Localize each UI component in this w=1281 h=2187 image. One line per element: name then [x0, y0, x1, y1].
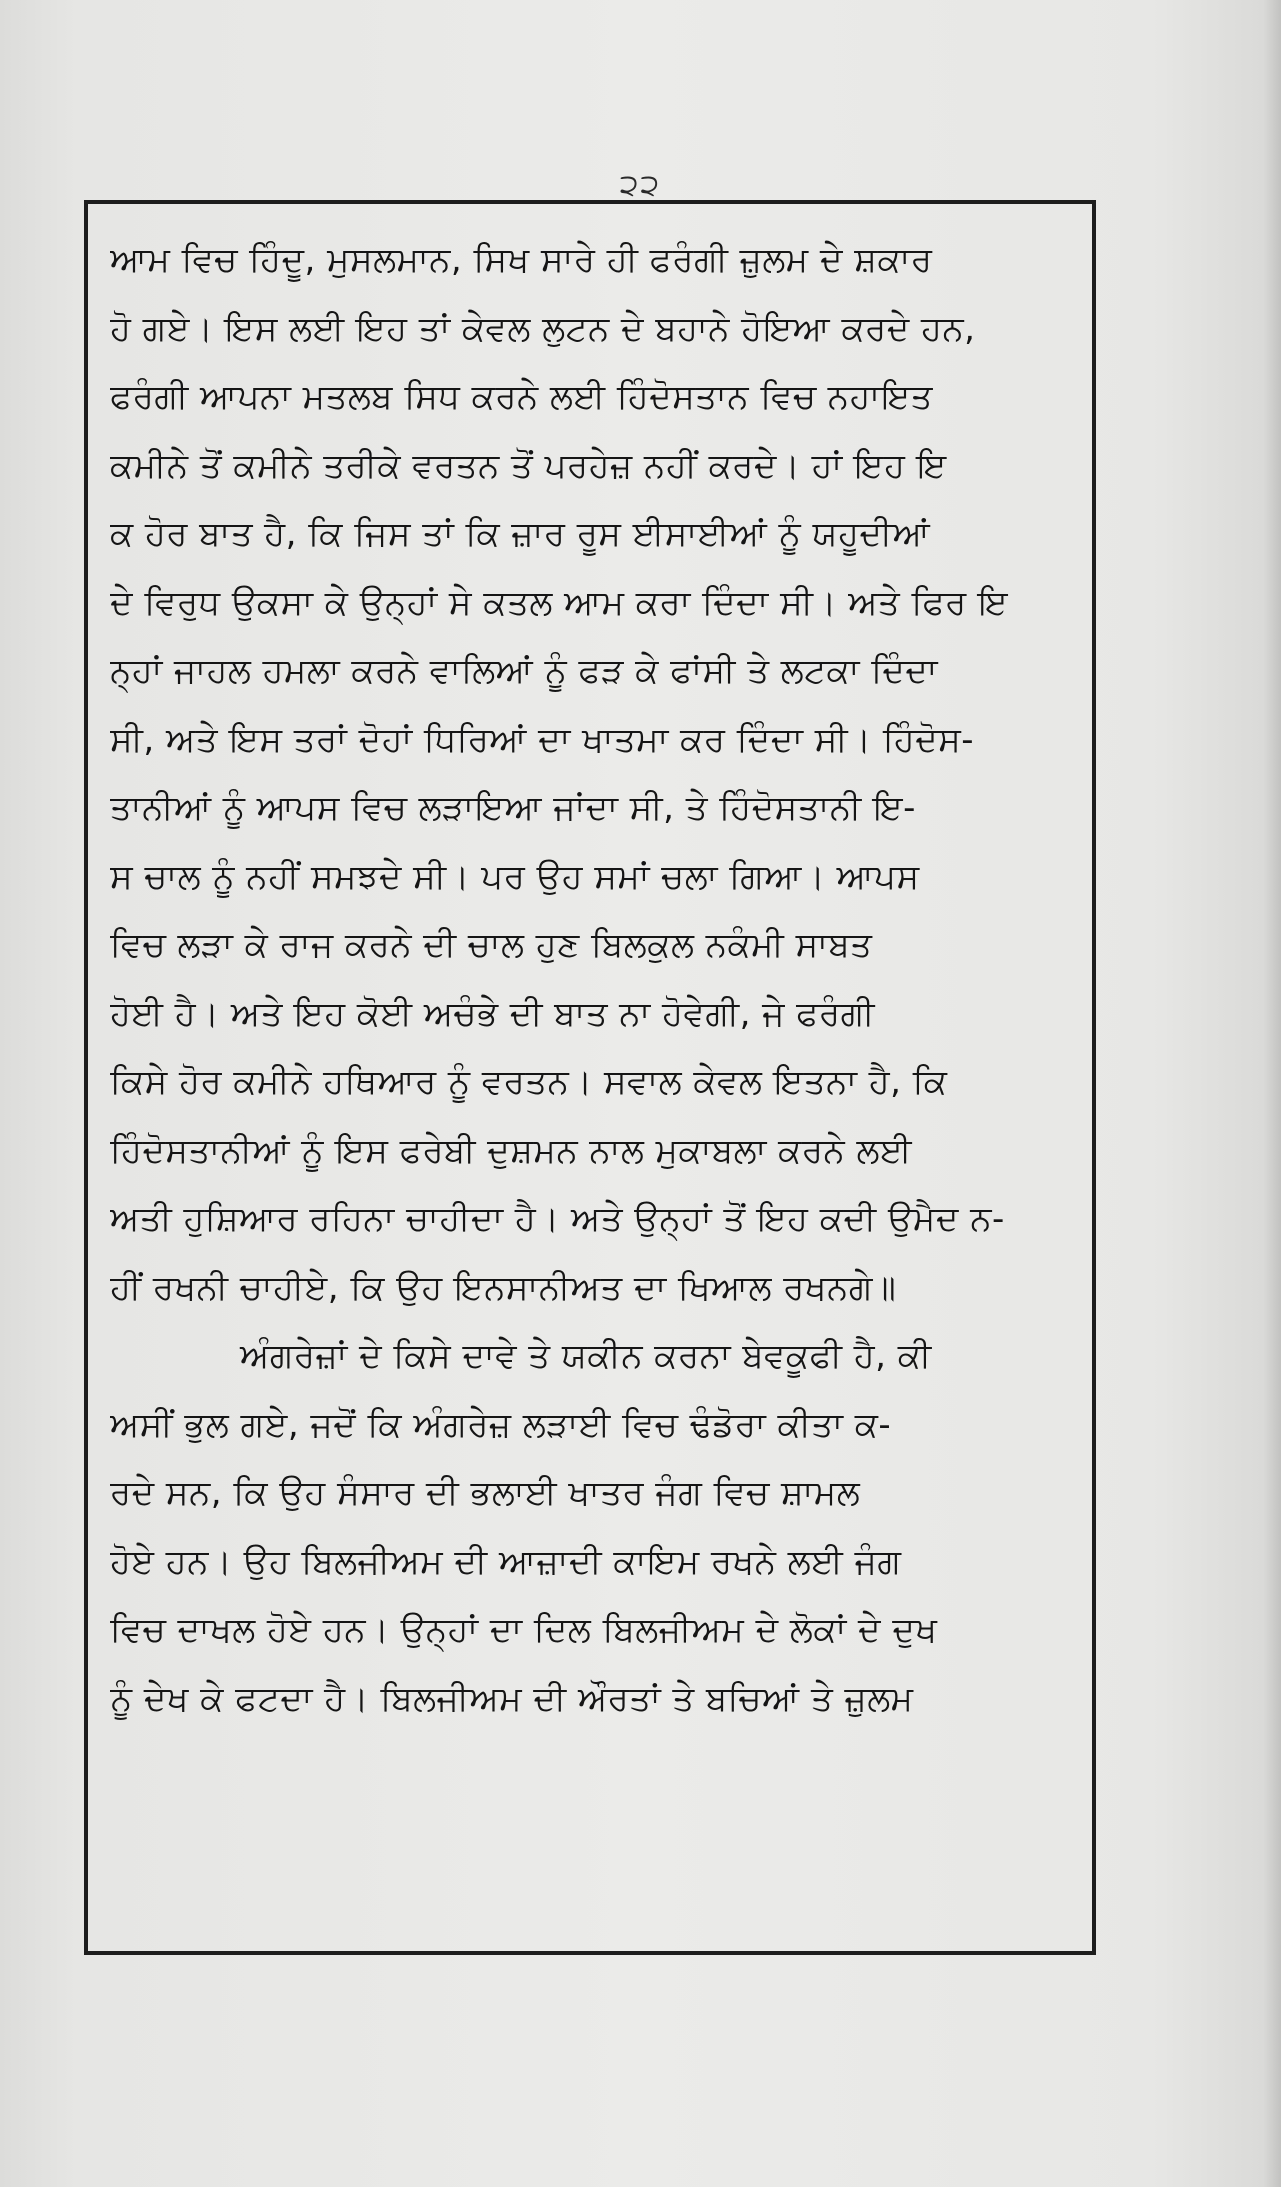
text-line: ਤਾਨੀਆਂ ਨੂੰ ਆਪਸ ਵਿਚ ਲੜਾਇਆ ਜਾਂਦਾ ਸੀ, ਤੇ ਹਿੰਦੋਸਤਾਨੀ ਇ-: [110, 788, 916, 828]
text-line: ਨੂੰ ਦੇਖ ਕੇ ਫਟਦਾ ਹੈ। ਬਿਲਜੀਅਮ ਦੀ ਔਰਤਾਂ ਤੇ ਬਚਿਆਂ ਤੇ ਜ਼ੁਲਮ: [110, 1678, 914, 1719]
page-edge-shadow: [1263, 0, 1281, 2187]
text-line: ਹੀਂ ਰਖਨੀ ਚਾਹੀਏ, ਕਿ ਉਹ ਇਨਸਾਨੀਅਤ ਦਾ ਖਿਆਲ ਰਖਨਗੇ॥: [110, 1267, 897, 1308]
text-line: ਰਦੇ ਸਨ, ਕਿ ਉਹ ਸੰਸਾਰ ਦੀ ਭਲਾਈ ਖਾਤਰ ਜੰਗ ਵਿਚ ਸ਼ਾਮਲ: [110, 1473, 861, 1513]
text-line: ਅਸੀਂ ਭੁਲ ਗਏ, ਜਦੋਂ ਕਿ ਅੰਗਰੇਜ਼ ਲੜਾਈ ਵਿਚ ਢੰਡੋਰਾ ਕੀਤਾ ਕ-: [110, 1404, 892, 1445]
text-line: ਫਰੰਗੀ ਆਪਨਾ ਮਤਲਬ ਸਿਧ ਕਰਨੇ ਲਈ ਹਿੰਦੋਸਤਾਨ ਵਿਚ ਨਹਾਇਤ: [110, 377, 933, 417]
text-line: ਦੇ ਵਿਰੁਧ ਉਕਸਾ ਕੇ ਉਨ੍ਹਾਂ ਸੇ ਕਤਲ ਆਮ ਕਰਾ ਦਿੰਦਾ ਸੀ। ਅਤੇ ਫਿਰ ਇ: [110, 582, 1009, 623]
text-line: ਹੋਏ ਹਨ। ਉਹ ਬਿਲਜੀਅਮ ਦੀ ਆਜ਼ਾਦੀ ਕਾਇਮ ਰਖਨੇ ਲਈ ਜੰਗ: [110, 1541, 902, 1582]
page-number: ੨੨: [619, 168, 662, 203]
text-line: ਅੰਗਰੇਜ਼ਾਂ ਦੇ ਕਿਸੇ ਦਾਵੇ ਤੇ ਯਕੀਨ ਕਰਨਾ ਬੇਵਕੂਫੀ ਹੈ, ਕੀ: [240, 1336, 932, 1376]
text-line: ਕਮੀਨੇ ਤੋਂ ਕਮੀਨੇ ਤਰੀਕੇ ਵਰਤਨ ਤੋਂ ਪਰਹੇਜ਼ ਨਹੀਂ ਕਰਦੇ। ਹਾਂ ਇਹ ਇ: [110, 445, 947, 486]
text-line: ਆਮ ਵਿਚ ਹਿੰਦੂ, ਮੁਸਲਮਾਨ, ਸਿਖ ਸਾਰੇ ਹੀ ਫਰੰਗੀ ਜ਼ੁਲਮ ਦੇ ਸ਼ਕਾਰ: [110, 240, 933, 280]
text-line: ਨ੍ਹਾਂ ਜਾਹਲ ਹਮਲਾ ਕਰਨੇ ਵਾਲਿਆਂ ਨੂੰ ਫੜ ਕੇ ਫਾਂਸੀ ਤੇ ਲਟਕਾ ਦਿੰਦਾ: [110, 651, 938, 691]
text-line: ਕ ਹੋਰ ਬਾਤ ਹੈ, ਕਿ ਜਿਸ ਤਾਂ ਕਿ ਜ਼ਾਰ ਰੂਸ ਈਸਾਈਆਂ ਨੂੰ ਯਹੂਦੀਆਂ: [110, 514, 931, 554]
text-line: ਵਿਚ ਲੜਾ ਕੇ ਰਾਜ ਕਰਨੇ ਦੀ ਚਾਲ ਹੁਣ ਬਿਲਕੁਲ ਨਕੰਮੀ ਸਾਬਤ: [110, 925, 873, 965]
text-line: ਸ ਚਾਲ ਨੂੰ ਨਹੀਂ ਸਮਝਦੇ ਸੀ। ਪਰ ਉਹ ਸਮਾਂ ਚਲਾ ਗਿਆ। ਆਪਸ: [110, 856, 920, 897]
text-line: ਵਿਚ ਦਾਖਲ ਹੋਏ ਹਨ। ਉਨ੍ਹਾਂ ਦਾ ਦਿਲ ਬਿਲਜੀਅਮ ਦੇ ਲੋਕਾਂ ਦੇ ਦੁਖ: [110, 1610, 938, 1650]
text-line: ਹਿੰਦੋਸਤਾਨੀਆਂ ਨੂੰ ਇਸ ਫਰੇਬੀ ਦੁਸ਼ਮਨ ਨਾਲ ਮੁਕਾਬਲਾ ਕਰਨੇ ਲਈ: [110, 1130, 913, 1171]
body-text: [110, 226, 1090, 1733]
text-line: ਅਤੀ ਹੁਸ਼ਿਆਰ ਰਹਿਨਾ ਚਾਹੀਦਾ ਹੈ। ਅਤੇ ਉਨ੍ਹਾਂ ਤੋਂ ਇਹ ਕਦੀ ਉਮੈਦ ਨ-: [110, 1199, 1005, 1239]
text-line: ਸੀ, ਅਤੇ ਇਸ ਤਰਾਂ ਦੋਹਾਂ ਧਿਰਿਆਂ ਦਾ ਖਾਤਮਾ ਕਰ ਦਿੰਦਾ ਸੀ। ਹਿੰਦੋਸ-: [110, 719, 975, 760]
text-line: ਕਿਸੇ ਹੋਰ ਕਮੀਨੇ ਹਥਿਆਰ ਨੂੰ ਵਰਤਨ। ਸਵਾਲ ਕੇਵਲ ਇਤਨਾ ਹੈ, ਕਿ: [110, 1062, 948, 1102]
text-line: ਹੋਈ ਹੈ। ਅਤੇ ਇਹ ਕੋਈ ਅਚੰਭੇ ਦੀ ਬਾਤ ਨਾ ਹੋਵੇਗੀ, ਜੇ ਫਰੰਗੀ: [110, 993, 875, 1034]
text-line: ਹੋ ਗਏ। ਇਸ ਲਈ ਇਹ ਤਾਂ ਕੇਵਲ ਲੁਟਨ ਦੇ ਬਹਾਨੇ ਹੋਇਆ ਕਰਦੇ ਹਨ,: [110, 308, 976, 349]
